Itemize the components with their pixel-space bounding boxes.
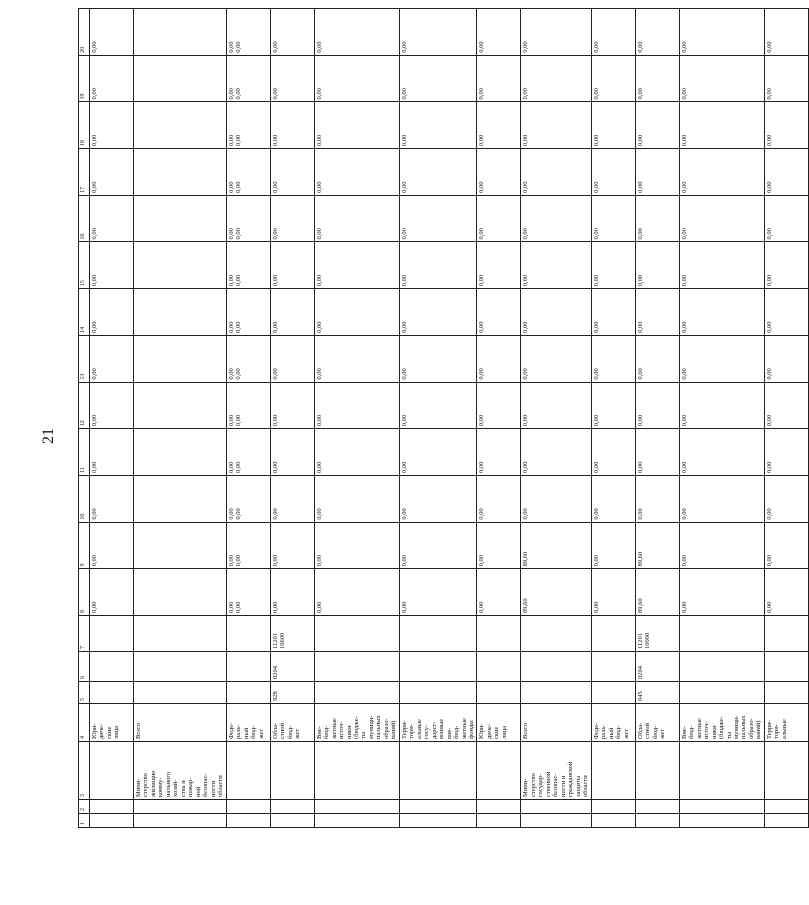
value-cell: 0,00 0,00 <box>226 569 270 616</box>
value-cell: 0,00 <box>314 55 399 102</box>
value-cell: 0,00 <box>477 522 521 569</box>
value-cell: 0,00 <box>521 382 591 429</box>
page-number: 21 <box>40 428 57 444</box>
value-cell: 0,00 0,00 <box>226 149 270 196</box>
column-number: 12 <box>79 382 90 429</box>
value-cell <box>134 102 227 149</box>
value-cell <box>134 149 227 196</box>
department-cell <box>399 742 477 800</box>
value-cell: 0,00 <box>314 522 399 569</box>
code-cell: 045 <box>635 682 679 704</box>
value-cell: 0,00 <box>314 242 399 289</box>
value-cell: 0,00 <box>764 55 808 102</box>
target-item-cell <box>591 616 635 652</box>
value-cell <box>134 55 227 102</box>
value-cell: 0,00 <box>679 382 764 429</box>
table-row <box>477 9 521 828</box>
value-cell: 0,00 <box>635 429 679 476</box>
value-cell: 0,00 <box>591 9 635 56</box>
value-cell: 0,00 <box>270 569 314 616</box>
value-cell: 0,00 <box>477 569 521 616</box>
table-body <box>90 9 809 828</box>
funding-source-cell: Обла- стной бюд- жет <box>270 704 314 742</box>
value-cell: 89,60 <box>635 569 679 616</box>
value-cell: 0,00 <box>635 149 679 196</box>
section-cell <box>679 652 764 682</box>
table-row <box>521 9 591 828</box>
value-cell: 0,00 <box>90 195 134 242</box>
value-cell: 0,00 0,00 <box>226 102 270 149</box>
target-item-cell <box>314 616 399 652</box>
value-cell: 0,00 <box>679 102 764 149</box>
section-cell <box>591 652 635 682</box>
value-cell: 0,00 <box>399 475 477 522</box>
value-cell: 0,00 <box>764 242 808 289</box>
col-2-cell <box>764 800 808 814</box>
department-cell <box>764 742 808 800</box>
value-cell: 0,00 <box>477 335 521 382</box>
value-cell: 0,00 <box>679 429 764 476</box>
value-cell: 0,00 <box>591 102 635 149</box>
value-cell: 0,00 <box>399 195 477 242</box>
value-cell: 0,00 <box>314 429 399 476</box>
col-2-cell <box>679 800 764 814</box>
column-number: 18 <box>79 102 90 149</box>
value-cell: 0,00 <box>635 9 679 56</box>
value-cell: 0,00 <box>399 149 477 196</box>
value-cell <box>134 569 227 616</box>
table-row <box>591 9 635 828</box>
value-cell: 0,00 <box>90 429 134 476</box>
department-cell <box>314 742 399 800</box>
table-row <box>679 9 764 828</box>
table-row <box>314 9 399 828</box>
value-cell: 0,00 <box>477 242 521 289</box>
section-cell <box>399 652 477 682</box>
budget-table-sheet <box>78 8 788 828</box>
value-cell: 0,00 <box>635 475 679 522</box>
col-1-cell <box>591 814 635 828</box>
value-cell: 0,00 <box>270 382 314 429</box>
table-row <box>764 9 808 828</box>
value-cell: 0,00 <box>270 475 314 522</box>
funding-source-cell: Всего <box>134 704 227 742</box>
code-cell <box>521 682 591 704</box>
value-cell: 0,00 <box>399 335 477 382</box>
col-2-cell <box>591 800 635 814</box>
value-cell: 0,00 <box>314 195 399 242</box>
value-cell: 0,00 <box>679 195 764 242</box>
value-cell: 0,00 <box>477 289 521 336</box>
value-cell: 0,00 <box>90 9 134 56</box>
section-cell <box>90 652 134 682</box>
value-cell: 0,00 <box>764 289 808 336</box>
value-cell: 0,00 <box>270 335 314 382</box>
col-2-cell <box>521 800 591 814</box>
funding-source-cell: Феде- раль- ный бюд- жет <box>226 704 270 742</box>
value-cell: 0,00 <box>521 55 591 102</box>
budget-table <box>78 8 809 828</box>
column-number: 11 <box>79 429 90 476</box>
col-2-cell <box>477 800 521 814</box>
department-cell <box>226 742 270 800</box>
value-cell: 0,00 <box>477 9 521 56</box>
value-cell: 0,00 <box>521 429 591 476</box>
value-cell: 0,00 <box>521 242 591 289</box>
value-cell: 0,00 <box>591 569 635 616</box>
department-cell <box>270 742 314 800</box>
value-cell: 0,00 0,00 <box>226 429 270 476</box>
value-cell: 0,00 <box>399 9 477 56</box>
value-cell: 0,00 <box>764 102 808 149</box>
value-cell: 0,00 <box>90 289 134 336</box>
value-cell: 0,00 <box>399 382 477 429</box>
value-cell: 0,00 <box>314 475 399 522</box>
code-cell <box>764 682 808 704</box>
value-cell: 0,00 <box>270 195 314 242</box>
value-cell: 0,00 <box>591 289 635 336</box>
value-cell <box>134 242 227 289</box>
code-cell <box>134 682 227 704</box>
value-cell: 0,00 <box>90 242 134 289</box>
value-cell: 0,00 <box>591 382 635 429</box>
section-cell <box>226 652 270 682</box>
funding-source-cell: Вне- бюд- жетные источ- ники (бюдже- ты муници- пальных образо- ваний) <box>314 704 399 742</box>
value-cell: 89,60 <box>521 522 591 569</box>
department-cell <box>679 742 764 800</box>
column-number: 6 <box>79 652 90 682</box>
value-cell: 0,00 <box>521 335 591 382</box>
funding-source-cell: Вне- бюд- жетные источ- ники (бюдже- ты муници- пальных образо- ваний) <box>679 704 764 742</box>
value-cell: 0,00 <box>635 55 679 102</box>
value-cell: 0,00 <box>521 195 591 242</box>
funding-source-cell: Всего <box>521 704 591 742</box>
value-cell <box>134 522 227 569</box>
code-cell <box>314 682 399 704</box>
department-cell: Мини- стерство государ- ственной безопас- ности и гражданской защиты области <box>521 742 591 800</box>
col-2-cell <box>270 800 314 814</box>
value-cell: 0,00 <box>90 569 134 616</box>
target-item-cell <box>134 616 227 652</box>
value-cell: 0,00 <box>521 102 591 149</box>
value-cell: 0,00 <box>591 242 635 289</box>
column-numbers-row <box>79 9 90 828</box>
department-cell <box>635 742 679 800</box>
column-number: 5 <box>79 682 90 704</box>
value-cell: 89,60 <box>521 569 591 616</box>
col-1-cell <box>635 814 679 828</box>
col-1-cell <box>90 814 134 828</box>
value-cell: 0,00 <box>764 9 808 56</box>
value-cell <box>134 289 227 336</box>
target-item-cell <box>521 616 591 652</box>
target-item-cell <box>226 616 270 652</box>
table-row <box>270 9 314 828</box>
value-cell: 0,00 <box>635 195 679 242</box>
funding-source-cell: Терри- тори- альные <box>764 704 808 742</box>
column-number: 16 <box>79 195 90 242</box>
col-1-cell <box>134 814 227 828</box>
value-cell: 0,00 <box>591 429 635 476</box>
column-number: 2 <box>79 800 90 814</box>
column-number: 10 <box>79 475 90 522</box>
value-cell: 0,00 <box>679 55 764 102</box>
value-cell: 0,00 <box>764 429 808 476</box>
value-cell: 0,00 <box>764 382 808 429</box>
department-cell <box>477 742 521 800</box>
section-cell <box>134 652 227 682</box>
col-1-cell <box>270 814 314 828</box>
value-cell: 0,00 0,00 <box>226 9 270 56</box>
code-cell <box>477 682 521 704</box>
value-cell: 0,00 <box>477 102 521 149</box>
value-cell: 0,00 <box>270 429 314 476</box>
value-cell: 0,00 <box>591 55 635 102</box>
col-1-cell <box>399 814 477 828</box>
col-2-cell <box>134 800 227 814</box>
value-cell: 0,00 <box>270 289 314 336</box>
col-1-cell <box>226 814 270 828</box>
value-cell: 0,00 <box>314 569 399 616</box>
section-cell <box>764 652 808 682</box>
value-cell: 0,00 <box>591 475 635 522</box>
value-cell: 0,00 <box>477 382 521 429</box>
column-number: 7 <box>79 616 90 652</box>
value-cell: 0,00 0,00 <box>226 289 270 336</box>
value-cell: 0,00 <box>399 289 477 336</box>
value-cell: 0,00 <box>764 569 808 616</box>
table-row <box>226 9 270 828</box>
value-cell: 0,00 <box>764 522 808 569</box>
value-cell: 0,00 <box>399 522 477 569</box>
section-cell <box>314 652 399 682</box>
value-cell <box>134 195 227 242</box>
value-cell: 0,00 <box>679 569 764 616</box>
value-cell: 0,00 <box>679 475 764 522</box>
value-cell: 0,00 <box>764 475 808 522</box>
value-cell: 0,00 <box>399 55 477 102</box>
value-cell: 0,00 <box>477 195 521 242</box>
value-cell: 0,00 <box>314 382 399 429</box>
value-cell: 0,00 <box>314 9 399 56</box>
code-cell <box>679 682 764 704</box>
value-cell: 0,00 0,00 <box>226 55 270 102</box>
target-item-cell <box>764 616 808 652</box>
value-cell: 0,00 <box>314 149 399 196</box>
funding-source-cell: Юри- диче- ские лица <box>90 704 134 742</box>
col-1-cell <box>679 814 764 828</box>
funding-source-cell: Юри- диче- ские лица <box>477 704 521 742</box>
value-cell: 0,00 <box>764 195 808 242</box>
value-cell: 0,00 <box>90 522 134 569</box>
value-cell: 0,00 <box>679 149 764 196</box>
column-number: 9 <box>79 522 90 569</box>
col-1-cell <box>764 814 808 828</box>
code-cell <box>591 682 635 704</box>
column-number: 13 <box>79 335 90 382</box>
value-cell: 0,00 <box>591 149 635 196</box>
value-cell: 0,00 <box>679 335 764 382</box>
col-2-cell <box>399 800 477 814</box>
department-cell <box>591 742 635 800</box>
value-cell <box>134 335 227 382</box>
column-number: 1 <box>79 814 90 828</box>
value-cell: 0,00 <box>90 102 134 149</box>
value-cell: 0,00 <box>635 382 679 429</box>
value-cell: 0,00 <box>90 55 134 102</box>
section-cell <box>521 652 591 682</box>
value-cell: 0,00 <box>477 475 521 522</box>
value-cell: 0,00 <box>270 242 314 289</box>
table-row <box>635 9 679 828</box>
value-cell: 0,00 <box>314 102 399 149</box>
section-cell <box>477 652 521 682</box>
value-cell: 0,00 <box>270 102 314 149</box>
value-cell <box>134 475 227 522</box>
value-cell: 0,00 <box>90 149 134 196</box>
value-cell: 0,00 <box>90 382 134 429</box>
code-cell <box>399 682 477 704</box>
target-item-cell: 11201 10600 <box>270 616 314 652</box>
code-cell: 928 <box>270 682 314 704</box>
department-cell <box>90 742 134 800</box>
target-item-cell <box>399 616 477 652</box>
value-cell <box>134 9 227 56</box>
column-number: 15 <box>79 242 90 289</box>
value-cell: 0,00 <box>591 522 635 569</box>
value-cell: 0,00 <box>270 55 314 102</box>
funding-source-cell: Терри- тори- альные госу- дарст- венные вне- бюд- жетные фонды <box>399 704 477 742</box>
section-cell: 0204 <box>635 652 679 682</box>
value-cell: 0,00 <box>314 335 399 382</box>
col-2-cell <box>90 800 134 814</box>
funding-source-cell: Феде- раль- ный бюд- жет <box>591 704 635 742</box>
value-cell: 0,00 <box>521 149 591 196</box>
value-cell: 0,00 0,00 <box>226 475 270 522</box>
value-cell: 0,00 0,00 <box>226 195 270 242</box>
value-cell: 0,00 <box>270 9 314 56</box>
value-cell: 0,00 <box>635 102 679 149</box>
code-cell <box>90 682 134 704</box>
table-row <box>90 9 134 828</box>
value-cell <box>134 429 227 476</box>
value-cell: 0,00 <box>90 475 134 522</box>
value-cell: 0,00 <box>764 335 808 382</box>
department-cell: Мини- стерство жилищно комму- нального хозяй- ства и пожар- ной безопас- ности области <box>134 742 227 800</box>
value-cell: 0,00 <box>521 475 591 522</box>
value-cell: 0,00 <box>679 522 764 569</box>
target-item-cell <box>679 616 764 652</box>
column-number: 8 <box>79 569 90 616</box>
value-cell: 0,00 <box>399 242 477 289</box>
column-number: 20 <box>79 9 90 56</box>
value-cell: 0,00 0,00 <box>226 522 270 569</box>
table-row <box>399 9 477 828</box>
value-cell: 0,00 <box>635 289 679 336</box>
value-cell: 0,00 <box>521 9 591 56</box>
target-item-cell <box>477 616 521 652</box>
value-cell: 0,00 <box>635 335 679 382</box>
value-cell: 0,00 0,00 <box>226 242 270 289</box>
value-cell: 0,00 <box>399 569 477 616</box>
target-item-cell <box>90 616 134 652</box>
value-cell: 0,00 <box>764 149 808 196</box>
col-2-cell <box>635 800 679 814</box>
col-1-cell <box>521 814 591 828</box>
value-cell: 0,00 <box>270 149 314 196</box>
value-cell: 0,00 <box>314 289 399 336</box>
value-cell: 0,00 <box>477 429 521 476</box>
value-cell: 0,00 <box>679 9 764 56</box>
funding-source-cell: Обла- стной бюд- жет <box>635 704 679 742</box>
value-cell: 89,60 <box>635 522 679 569</box>
value-cell: 0,00 <box>591 335 635 382</box>
value-cell: 0,00 <box>679 289 764 336</box>
target-item-cell: 11201 10000 <box>635 616 679 652</box>
value-cell: 0,00 <box>635 242 679 289</box>
col-2-cell <box>314 800 399 814</box>
value-cell <box>134 382 227 429</box>
value-cell: 0,00 <box>679 242 764 289</box>
value-cell: 0,00 0,00 <box>226 382 270 429</box>
value-cell: 0,00 <box>591 195 635 242</box>
code-cell <box>226 682 270 704</box>
value-cell: 0,00 <box>477 149 521 196</box>
value-cell: 0,00 <box>270 522 314 569</box>
column-number: 19 <box>79 55 90 102</box>
value-cell: 0,00 <box>90 335 134 382</box>
section-cell: 0204 <box>270 652 314 682</box>
column-number: 14 <box>79 289 90 336</box>
col-1-cell <box>477 814 521 828</box>
column-number: 17 <box>79 149 90 196</box>
col-2-cell <box>226 800 270 814</box>
value-cell: 0,00 <box>477 55 521 102</box>
table-row <box>134 9 227 828</box>
value-cell: 0,00 <box>521 289 591 336</box>
value-cell: 0,00 0,00 <box>226 335 270 382</box>
col-1-cell <box>314 814 399 828</box>
value-cell: 0,00 <box>399 429 477 476</box>
column-number: 4 <box>79 704 90 742</box>
column-number: 3 <box>79 742 90 800</box>
value-cell: 0,00 <box>399 102 477 149</box>
